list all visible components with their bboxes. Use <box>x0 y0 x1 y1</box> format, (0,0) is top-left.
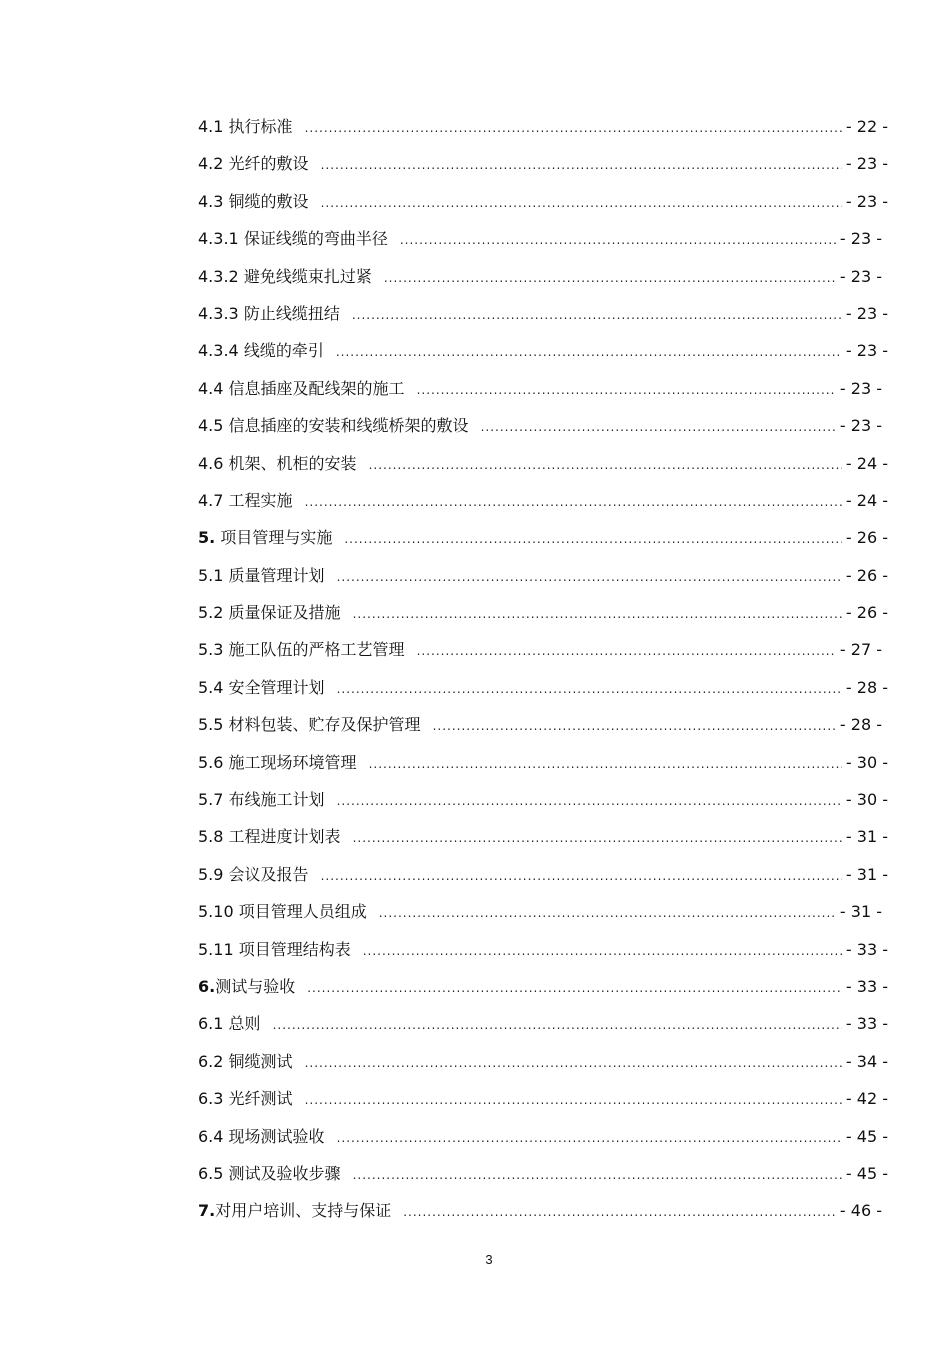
toc-entry-label <box>198 968 295 1005</box>
toc-entry-label <box>198 557 325 594</box>
toc-entry-number: 5.9 <box>198 864 224 884</box>
toc-entry-label <box>198 1118 325 1155</box>
toc-dot-leader <box>305 110 842 147</box>
toc-entry-label <box>198 669 325 706</box>
toc-entry[interactable] <box>198 706 888 743</box>
toc-entry-page: - 33 - <box>845 1014 888 1034</box>
toc-entry-title: 测试与验收 <box>215 976 296 996</box>
toc-entry-label <box>198 1080 293 1117</box>
toc-entry-title: 工程实施 <box>228 490 293 510</box>
toc-dot-leader <box>321 858 842 895</box>
toc-entry-title: 光纤测试 <box>228 1089 293 1109</box>
toc-entry[interactable] <box>198 931 888 968</box>
toc-entry-title: 铜缆测试 <box>228 1051 293 1071</box>
toc-entry-number: 4.7 <box>198 490 224 510</box>
toc-entry-number: 5.8 <box>198 827 224 847</box>
toc-entry-number: 6. <box>198 976 216 996</box>
toc-entry[interactable] <box>198 1005 888 1042</box>
toc-entry-label <box>198 856 309 893</box>
toc-entry-title: 避免线缆束扎过紧 <box>243 266 372 286</box>
toc-entry-page: - 26 - <box>845 528 888 548</box>
toc-entry-title: 光纤的敷设 <box>228 154 309 174</box>
toc-entry-page: - 45 - <box>845 1126 888 1146</box>
toc-entry-page: - 23 - <box>845 303 888 323</box>
toc-entry-title: 执行标准 <box>228 117 293 136</box>
toc-entry-title: 机架、机柜的安装 <box>228 453 357 473</box>
toc-entry-number: 6.3 <box>198 1089 224 1109</box>
toc-dot-leader <box>369 746 842 783</box>
toc-entry[interactable] <box>198 519 888 556</box>
toc-entry[interactable] <box>198 445 888 482</box>
toc-entry-number: 5.10 <box>198 902 234 922</box>
toc-dot-leader <box>433 708 836 745</box>
toc-entry[interactable] <box>198 370 888 407</box>
toc-entry-number: 5.11 <box>198 939 234 959</box>
toc-entry-number: 7. <box>198 1201 216 1221</box>
toc-entry-title: 工程进度计划表 <box>228 827 341 847</box>
toc-entry-page: - 26 - <box>845 565 888 585</box>
toc-entry-number: 5.3 <box>198 640 224 660</box>
toc-entry-label <box>198 482 293 519</box>
toc-entry-title: 现场测试验收 <box>228 1126 325 1146</box>
toc-entry-label <box>198 258 372 295</box>
toc-entry-label <box>198 1155 341 1192</box>
toc-entry-label <box>198 781 325 818</box>
toc-entry-label <box>198 445 357 482</box>
toc-entry[interactable] <box>198 856 888 893</box>
page-number: 3 <box>485 1252 493 1267</box>
toc-entry-title: 质量保证及措施 <box>228 603 341 623</box>
toc-dot-leader <box>337 671 842 708</box>
toc-entry-title: 施工队伍的严格工艺管理 <box>228 640 405 660</box>
toc-dot-leader <box>363 933 842 970</box>
toc-entry-number: 4.3.4 <box>198 341 239 361</box>
toc-entry-title: 保证线缆的弯曲半径 <box>243 229 388 249</box>
toc-entry[interactable] <box>198 557 888 594</box>
toc-entry-title: 项目管理人员组成 <box>238 902 367 922</box>
toc-entry-title: 线缆的牵引 <box>243 341 324 361</box>
toc-entry-number: 5.2 <box>198 603 224 623</box>
toc-entry-label <box>198 818 341 855</box>
toc-entry-label <box>198 407 469 444</box>
toc-entry-number: 4.1 <box>198 117 224 136</box>
toc-entry[interactable] <box>198 183 888 220</box>
toc-entry-title: 材料包装、贮存及保护管理 <box>228 715 421 735</box>
toc-entry-title: 项目管理与实施 <box>220 528 333 548</box>
toc-entry-page: - 46 - <box>839 1201 882 1221</box>
toc-entry-page: - 23 - <box>845 191 888 211</box>
toc-entry-page: - 42 - <box>845 1089 888 1109</box>
toc-entry-title: 信息插座及配线架的施工 <box>228 378 405 398</box>
toc-entry-number: 4.3.1 <box>198 229 239 249</box>
toc-entry-number: 5. <box>198 528 216 548</box>
toc-entry-label <box>198 370 405 407</box>
toc-entry[interactable] <box>198 744 888 781</box>
toc-entry[interactable] <box>198 631 888 668</box>
toc-entry-number: 4.6 <box>198 453 224 473</box>
toc-entry[interactable] <box>198 295 888 332</box>
toc-entry-number: 4.3 <box>198 191 224 211</box>
toc-entry-page: - 23 - <box>839 378 882 398</box>
toc-entry-title: 施工现场环境管理 <box>228 752 357 772</box>
toc-entry[interactable] <box>198 818 888 855</box>
toc-entry-number: 6.1 <box>198 1014 224 1034</box>
toc-entry-label <box>198 631 405 668</box>
toc-entry[interactable] <box>198 781 888 818</box>
toc-dot-leader <box>481 409 836 446</box>
toc-entry-number: 5.4 <box>198 677 224 697</box>
toc-entry-page: - 30 - <box>845 790 888 810</box>
toc-entry[interactable] <box>198 407 888 444</box>
toc-entry-page: - 24 - <box>845 453 888 473</box>
toc-entry[interactable] <box>198 594 888 631</box>
toc-dot-leader <box>353 596 842 633</box>
toc-entry-number: 4.2 <box>198 154 224 174</box>
toc-dot-leader <box>344 521 842 558</box>
toc-entry-label <box>198 145 309 182</box>
toc-dot-leader <box>321 185 842 222</box>
toc-entry-number: 4.4 <box>198 378 224 398</box>
toc-entry-page: - 23 - <box>839 229 882 249</box>
toc-entry[interactable] <box>198 669 888 706</box>
toc-entry-page: - 27 - <box>839 640 882 660</box>
toc-entry-page: - 23 - <box>839 266 882 286</box>
toc-entry-number: 5.7 <box>198 790 224 810</box>
toc-entry-page: - 28 - <box>845 677 888 697</box>
toc-entry-title: 项目管理结构表 <box>238 939 351 959</box>
table-of-contents <box>198 108 888 1230</box>
toc-entry-title: 会议及报告 <box>228 864 309 884</box>
toc-entry[interactable] <box>198 145 888 182</box>
toc-dot-leader <box>305 1045 842 1082</box>
toc-dot-leader <box>273 1007 842 1044</box>
toc-entry-label <box>198 931 351 968</box>
toc-entry-number: 4.3.2 <box>198 266 239 286</box>
toc-entry-number: 5.6 <box>198 752 224 772</box>
toc-dot-leader <box>305 1082 842 1119</box>
toc-entry[interactable] <box>198 258 888 295</box>
toc-dot-leader <box>353 1157 842 1194</box>
toc-dot-leader <box>337 559 842 596</box>
toc-dot-leader <box>417 372 836 409</box>
toc-entry-label <box>198 295 340 332</box>
toc-entry-number: 5.5 <box>198 715 224 735</box>
toc-entry-title: 安全管理计划 <box>228 677 325 697</box>
toc-dot-leader <box>307 970 842 1007</box>
toc-entry-page: - 23 - <box>845 154 888 174</box>
toc-entry-page: - 33 - <box>845 939 888 959</box>
toc-entry[interactable] <box>198 1080 888 1117</box>
toc-dot-leader <box>400 222 836 259</box>
toc-entry-title: 对用户培训、支持与保证 <box>215 1201 392 1221</box>
toc-entry-title: 总则 <box>228 1014 261 1034</box>
toc-dot-leader <box>403 1194 836 1231</box>
toc-entry-number: 5.1 <box>198 565 224 585</box>
toc-entry-label <box>198 594 341 631</box>
toc-dot-leader <box>337 1120 842 1157</box>
toc-dot-leader <box>337 783 842 820</box>
toc-entry[interactable] <box>198 108 888 145</box>
toc-entry[interactable] <box>198 1192 888 1229</box>
toc-entry-label <box>198 519 332 556</box>
toc-entry-page: - 23 - <box>839 416 882 436</box>
toc-entry-page: - 33 - <box>845 976 888 996</box>
toc-entry-label <box>198 1192 391 1229</box>
toc-entry-page: - 31 - <box>845 864 888 884</box>
toc-entry-label <box>198 744 357 781</box>
toc-entry-label <box>198 220 388 257</box>
toc-entry[interactable] <box>198 1155 888 1192</box>
toc-entry-number: 6.5 <box>198 1163 224 1183</box>
toc-entry-title: 防止线缆扭结 <box>243 303 340 323</box>
toc-entry[interactable] <box>198 220 888 257</box>
toc-entry-page: - 26 - <box>845 603 888 623</box>
toc-dot-leader <box>352 297 842 334</box>
toc-entry-label <box>198 706 421 743</box>
toc-entry-number: 6.2 <box>198 1051 224 1071</box>
toc-entry-page: - 30 - <box>845 752 888 772</box>
toc-entry[interactable] <box>198 1118 888 1155</box>
toc-entry-label <box>198 183 309 220</box>
toc-entry-number: 4.3.3 <box>198 303 239 323</box>
toc-dot-leader <box>369 447 842 484</box>
toc-entry-title: 质量管理计划 <box>228 565 325 585</box>
toc-entry-number: 6.4 <box>198 1126 224 1146</box>
toc-entry[interactable] <box>198 482 888 519</box>
toc-dot-leader <box>353 820 842 857</box>
toc-entry[interactable] <box>198 1043 888 1080</box>
toc-dot-leader <box>321 147 842 184</box>
toc-entry[interactable] <box>198 332 888 369</box>
toc-entry-label <box>198 893 367 930</box>
toc-entry-title: 信息插座的安装和线缆桥架的敷设 <box>228 416 469 436</box>
toc-dot-leader <box>384 260 836 297</box>
toc-entry-page: - 23 - <box>845 341 888 361</box>
toc-dot-leader <box>336 334 842 371</box>
toc-entry-label <box>198 1043 293 1080</box>
toc-entry-page: - 22 - <box>845 117 888 136</box>
toc-entry-title: 测试及验收步骤 <box>228 1163 341 1183</box>
toc-entry-page: - 28 - <box>839 715 882 735</box>
toc-entry-number: 4.5 <box>198 416 224 436</box>
toc-dot-leader <box>379 895 836 932</box>
toc-entry-page: - 31 - <box>845 827 888 847</box>
toc-entry-label <box>198 1005 261 1042</box>
toc-entry-page: - 24 - <box>845 490 888 510</box>
toc-entry-page: - 34 - <box>845 1051 888 1071</box>
toc-entry[interactable] <box>198 968 888 1005</box>
toc-entry[interactable] <box>198 893 888 930</box>
toc-entry-title: 布线施工计划 <box>228 790 325 810</box>
toc-entry-page: - 31 - <box>839 902 882 922</box>
toc-entry-title: 铜缆的敷设 <box>228 191 309 211</box>
toc-dot-leader <box>305 484 842 521</box>
toc-entry-label <box>198 108 293 145</box>
toc-dot-leader <box>417 633 836 670</box>
toc-entry-label <box>198 332 324 369</box>
toc-entry-page: - 45 - <box>845 1163 888 1183</box>
